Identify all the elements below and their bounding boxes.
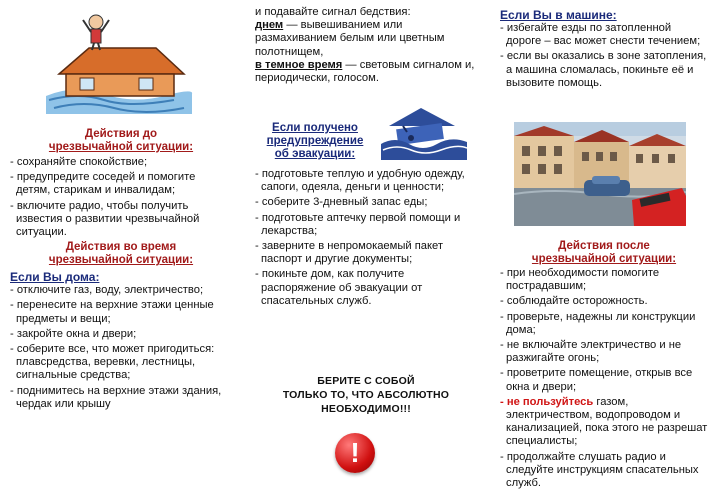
list-item: - сохраняйте спокойствие; (10, 156, 148, 168)
heading-before (10, 128, 232, 154)
column-middle (243, 0, 483, 495)
day-label: днем (255, 19, 284, 32)
heading-after (500, 240, 708, 266)
dont-use-warning: - не пользуйтесь (500, 395, 594, 408)
day-signal-text (255, 19, 477, 59)
car-section-title: Если Вы в машине: (500, 8, 617, 22)
evac-title-line1: Если получено (272, 122, 358, 134)
list-item: - предупредите соседей и помогите детям, старикам и инвалидам; (10, 171, 196, 197)
list-item: - перенесите на верхние этажи ценные предметы и вещи; (10, 299, 214, 325)
warning-icon (335, 433, 375, 473)
signal-line: и подавайте сигнал бедствия: (255, 6, 411, 18)
list-item: - отключите газ, воду, электричество; (10, 284, 204, 297)
night-label: в темное время (255, 58, 343, 71)
heading-before-line2: чрезвычайной ситуации: (48, 141, 194, 153)
list-item: - если вы оказались в зоне затопления, а машина сломалась, покиньте её и вызовите помощь. (500, 50, 707, 89)
caps-line3: НЕОБХОДИМО!!! (321, 403, 411, 415)
night-signal-text (255, 59, 477, 85)
evac-title-line2: предупреждение (266, 135, 364, 147)
list-item: - продолжайте слушать радио и следуйте инструкциям спасательных служб. (500, 450, 699, 490)
drowning-house-icon (381, 104, 467, 160)
dont-use-text: газом, электричеством, водопроводом и канализацией, пока этого не разрешат специалисты; (506, 395, 708, 448)
take-only-necessary-note (255, 374, 477, 416)
list-item (500, 396, 708, 449)
list-item: - поднимитесь на верхние этажи здания, чердак или крышу (10, 384, 222, 410)
heading-after-line1: Действия после (558, 240, 650, 252)
flooded-house-illustration (44, 4, 194, 116)
day-text: — вывешиванием или размахиванием белым или цветным полотнищем, (255, 19, 445, 58)
night-text: — световым сигналом и, периодически, голосом. (255, 58, 475, 85)
flooded-street-photo (514, 122, 686, 226)
heading-during (10, 241, 232, 267)
list-item: - покиньте дом, как получите распоряжение об эвакуации от спасательных служб. (255, 268, 423, 307)
heading-during-line2: чрезвычайной ситуации: (48, 254, 194, 267)
warning-mark: ! (350, 437, 360, 468)
list-item: - проветрите помещение, открыв все окна и двери; (500, 367, 693, 393)
heading-after-line2: чрезвычайной ситуации: (531, 253, 677, 265)
evac-title-line3: об эвакуации: (274, 148, 356, 160)
list-item: - проверьте, надежны ли конструкции дома; (500, 310, 696, 336)
column-right (490, 0, 720, 495)
list-item: - соблюдайте осторожность. (500, 295, 648, 308)
caps-line1: БЕРИТЕ С СОБОЙ (317, 375, 415, 387)
caps-line2: ТОЛЬКО ТО, ЧТО АБСОЛЮТНО (282, 389, 450, 401)
heading-during-line1: Действия во время (65, 241, 177, 254)
list-item: - заверните в непромокаемый пакет паспорт и другие документы; (255, 240, 444, 266)
list-item: - подготовьте теплую и удобную одежду, сапоги, одеяла, деньги и ценности; (255, 168, 465, 194)
evacuation-title (255, 122, 375, 161)
list-item: - избегайте езды по затопленной дороге – вас может снести течением; (500, 22, 701, 48)
heading-before-line1: Действия до (84, 128, 158, 140)
list-item: - соберите 3-дневный запас еды; (255, 196, 428, 209)
list-item: - включите радио, чтобы получить известия о развитии чрезвычайной ситуации. (10, 199, 200, 239)
home-section-title: Если Вы дома: (10, 270, 100, 285)
list-item: - не включайте электричество и не разжигайте огонь; (500, 339, 682, 365)
list-item: - подготовьте аптечку первой помощи и лекарства; (255, 211, 461, 237)
list-item: - соберите все, что может пригодиться: плавсредства, веревки, лестницы, сигнальные средства; (10, 343, 215, 382)
list-item: - закройте окна и двери; (10, 327, 137, 340)
column-left (0, 0, 240, 495)
list-item: - при необходимости помогите пострадавшим; (500, 267, 660, 293)
